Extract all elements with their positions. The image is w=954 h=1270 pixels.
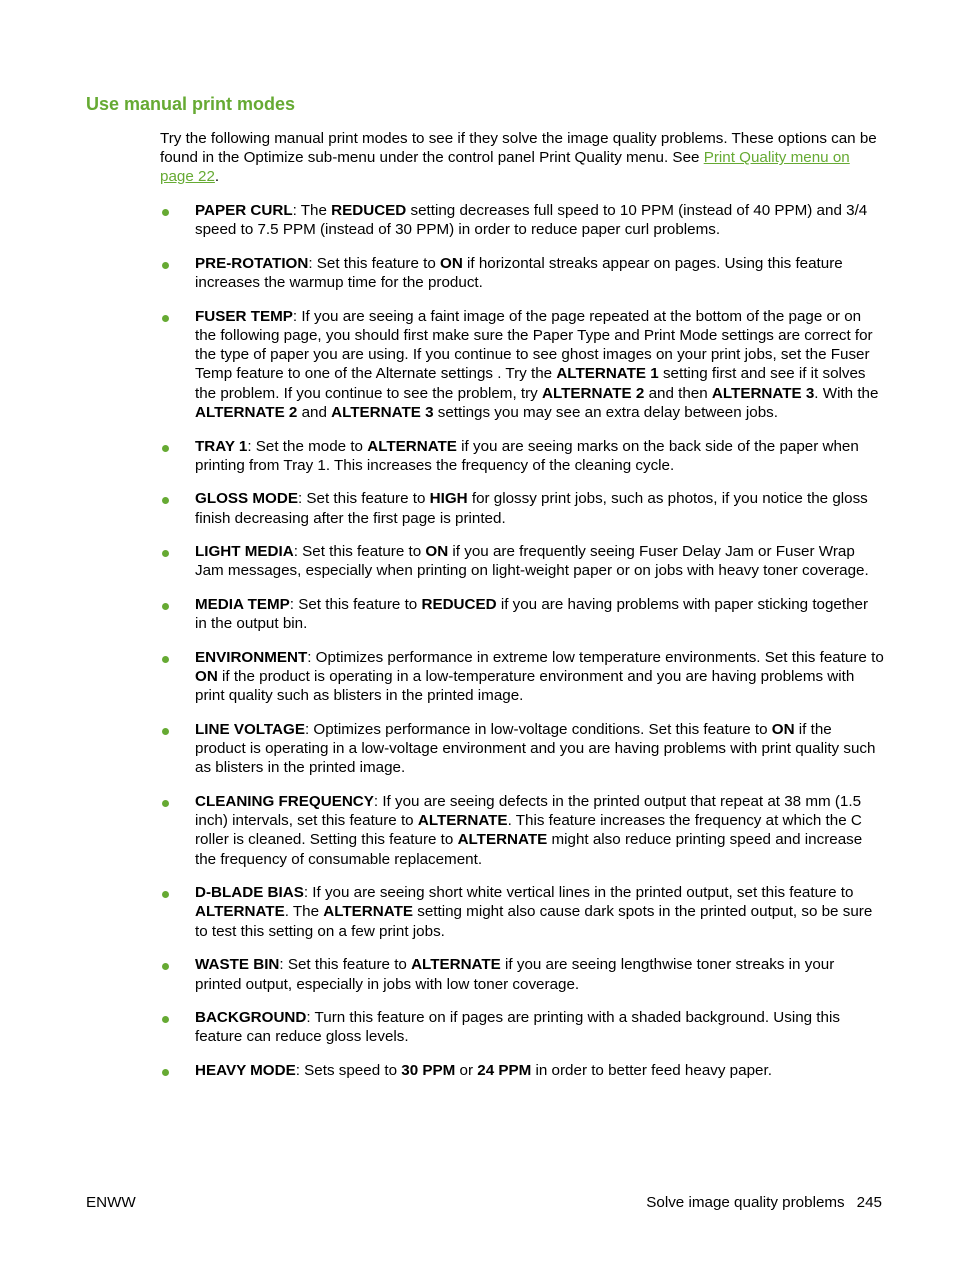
item-text: or bbox=[455, 1061, 478, 1079]
item-keyword: ON bbox=[425, 543, 449, 561]
bullet-icon bbox=[162, 891, 169, 898]
item-keyword: ALTERNATE 2 bbox=[195, 404, 298, 422]
item-keyword: D-BLADE BIAS bbox=[195, 884, 304, 902]
intro-text: Try the following manual print modes to see if they solve the image quality problems. These options can be found in the Optimize sub-menu under the control panel Print Quality menu. See bbox=[160, 130, 877, 167]
item-keyword: WASTE BIN bbox=[195, 956, 280, 974]
list-item bbox=[160, 254, 884, 293]
item-keyword: ON bbox=[195, 667, 218, 685]
item-text: : If you are seeing a faint image of the page repeated at the bottom of the page or on the following page, you should first make sure the Paper Type and Print Mode settings are correct for the type of paper you are using. If you continue to see ghost images on your print jobs, set the Fuser Temp feature to one of the Alternate settings . Try the bbox=[195, 307, 873, 383]
item-text: : Set the mode to bbox=[247, 437, 368, 455]
bullet-icon bbox=[162, 497, 169, 504]
item-keyword: MEDIA TEMP bbox=[195, 595, 290, 613]
item-text: : If you are seeing short white vertical lines in the printed output, set this feature to bbox=[303, 884, 854, 902]
intro-end: . bbox=[214, 168, 220, 186]
item-keyword: LIGHT MEDIA bbox=[195, 543, 294, 561]
bullet-icon bbox=[162, 1016, 169, 1023]
item-text: . With the bbox=[814, 384, 879, 402]
item-text: : Turn this feature on if pages are printing with a shaded background. Using this feature can reduce gloss levels. bbox=[195, 1009, 840, 1046]
list-item bbox=[160, 1008, 884, 1047]
footer-section-title: Solve image quality problems bbox=[646, 1194, 845, 1211]
list-item bbox=[160, 542, 884, 581]
item-keyword: PAPER CURL bbox=[195, 202, 293, 219]
list-item bbox=[160, 720, 884, 778]
list-item bbox=[160, 955, 884, 994]
list-item bbox=[160, 437, 884, 476]
list-item bbox=[160, 307, 884, 423]
page-number: 245 bbox=[856, 1194, 882, 1211]
item-text: : If you are seeing defects in the printed output that repeat at 38 mm (1.5 inch) intervals, set this feature to bbox=[195, 792, 862, 830]
item-text: setting might also cause dark spots in the printed output, so be sure to test this setting on a few print jobs. bbox=[195, 903, 873, 940]
bullet-icon bbox=[162, 550, 169, 557]
item-keyword: GLOSS MODE bbox=[195, 490, 298, 508]
item-text: : The bbox=[292, 202, 332, 219]
item-keyword: ENVIRONMENT bbox=[195, 648, 308, 666]
item-text: : Optimizes performance in extreme low temperature environments. Set this feature to bbox=[307, 648, 884, 666]
item-keyword: ALTERNATE bbox=[457, 831, 548, 849]
bullet-icon bbox=[162, 963, 169, 970]
item-keyword: ALTERNATE bbox=[367, 437, 457, 455]
item-keyword: FUSER TEMP bbox=[195, 307, 293, 325]
item-text: if the product is operating in a low-voltage environment and you are having problems with print quality such as blisters in the printed image. bbox=[195, 720, 876, 777]
bullet-icon bbox=[162, 656, 169, 663]
item-keyword: REDUCED bbox=[331, 202, 407, 219]
item-keyword: PRE-ROTATION bbox=[195, 254, 309, 272]
section-heading: Use manual print modes bbox=[86, 94, 296, 114]
item-keyword: ALTERNATE 3 bbox=[331, 404, 434, 422]
bullet-icon bbox=[162, 315, 169, 322]
item-text: : Set this feature to bbox=[289, 595, 422, 613]
item-text: setting decreases full speed to 10 PPM (instead of 40 PPM) and 3/4 speed to 7.5 PPM (instead of 30 PPM) in order to reduce paper curl problems. bbox=[195, 202, 868, 239]
item-keyword: LINE VOLTAGE bbox=[195, 720, 305, 738]
item-text: : Set this feature to bbox=[308, 254, 441, 272]
item-keyword: ON bbox=[440, 254, 463, 272]
item-text: and then bbox=[644, 384, 712, 402]
item-text: : Set this feature to bbox=[279, 956, 412, 974]
item-text: and bbox=[297, 404, 332, 422]
item-keyword: ALTERNATE 2 bbox=[541, 384, 645, 402]
footer-right bbox=[646, 1193, 882, 1212]
print-modes-list bbox=[160, 201, 884, 1094]
item-keyword: HEAVY MODE bbox=[195, 1061, 296, 1079]
print-quality-menu-link[interactable]: Print Quality menu on page 22 bbox=[160, 149, 850, 186]
item-keyword: 30 PPM bbox=[401, 1061, 456, 1079]
item-keyword: ON bbox=[771, 720, 795, 738]
item-text: setting first and see if it solves the problem. If you continue to see the problem, try bbox=[195, 365, 866, 402]
item-text: . The bbox=[284, 903, 324, 921]
item-keyword: ALTERNATE 1 bbox=[556, 365, 659, 383]
item-text: if you are seeing marks on the back side of the paper when printing from Tray 1. This increases the frequency of the cleaning cycle. bbox=[195, 437, 859, 474]
list-item bbox=[160, 201, 884, 240]
item-keyword: ALTERNATE bbox=[323, 903, 413, 921]
bullet-icon bbox=[162, 445, 169, 452]
list-item bbox=[160, 792, 884, 869]
list-item bbox=[160, 489, 884, 528]
bullet-icon bbox=[162, 800, 169, 807]
item-text: : Sets speed to bbox=[295, 1061, 402, 1079]
item-text: : Set this feature to bbox=[297, 490, 430, 508]
item-text: settings you may see an extra delay between jobs. bbox=[433, 404, 778, 422]
bullet-icon bbox=[162, 262, 169, 269]
item-keyword: 24 PPM bbox=[477, 1061, 532, 1079]
bullet-icon bbox=[162, 1069, 169, 1076]
item-text: if you are seeing lengthwise toner streaks in your printed output, especially in jobs with low toner coverage. bbox=[195, 956, 835, 993]
item-keyword: ALTERNATE bbox=[411, 956, 501, 974]
item-keyword: TRAY 1 bbox=[195, 437, 248, 455]
intro-paragraph bbox=[160, 129, 884, 187]
item-text: if the product is operating in a low-temperature environment and you are having problems with print quality such as blisters in the printed image. bbox=[195, 667, 855, 705]
bullet-icon bbox=[162, 728, 169, 735]
list-item bbox=[160, 648, 884, 706]
item-keyword: REDUCED bbox=[421, 595, 497, 613]
item-text: : Optimizes performance in low-voltage conditions. Set this feature to bbox=[304, 720, 772, 738]
list-item bbox=[160, 883, 884, 941]
item-text: if horizontal streaks appear on pages. Using this feature increases the warmup time for the product. bbox=[195, 254, 843, 292]
item-keyword: ALTERNATE bbox=[195, 903, 285, 921]
footer-left-label: ENWW bbox=[86, 1194, 136, 1211]
item-text: : Set this feature to bbox=[293, 543, 426, 561]
item-keyword: CLEANING FREQUENCY bbox=[195, 792, 374, 810]
bullet-icon bbox=[162, 603, 169, 610]
item-text: . This feature increases the frequency at which the C roller is cleaned. Setting this feature to bbox=[195, 812, 862, 849]
list-item bbox=[160, 595, 884, 634]
item-text: in order to better feed heavy paper. bbox=[531, 1061, 772, 1079]
item-text: for glossy print jobs, such as photos, if you notice the gloss finish decreasing after the first page is printed. bbox=[195, 490, 868, 527]
item-keyword: ALTERNATE bbox=[417, 812, 508, 830]
item-keyword: BACKGROUND bbox=[195, 1009, 307, 1027]
item-text: if you are frequently seeing Fuser Delay Jam or Fuser Wrap Jam messages, especially when printing on light-weight paper or on jobs with heavy toner coverage. bbox=[195, 543, 869, 580]
item-keyword: HIGH bbox=[429, 490, 468, 508]
item-text: if you are having problems with paper sticking together in the output bin. bbox=[195, 595, 869, 633]
bullet-icon bbox=[162, 209, 169, 216]
list-item bbox=[160, 1061, 884, 1080]
item-text: might also reduce printing speed and increase the frequency of consumable replacement. bbox=[195, 831, 863, 868]
item-keyword: ALTERNATE 3 bbox=[711, 384, 815, 402]
